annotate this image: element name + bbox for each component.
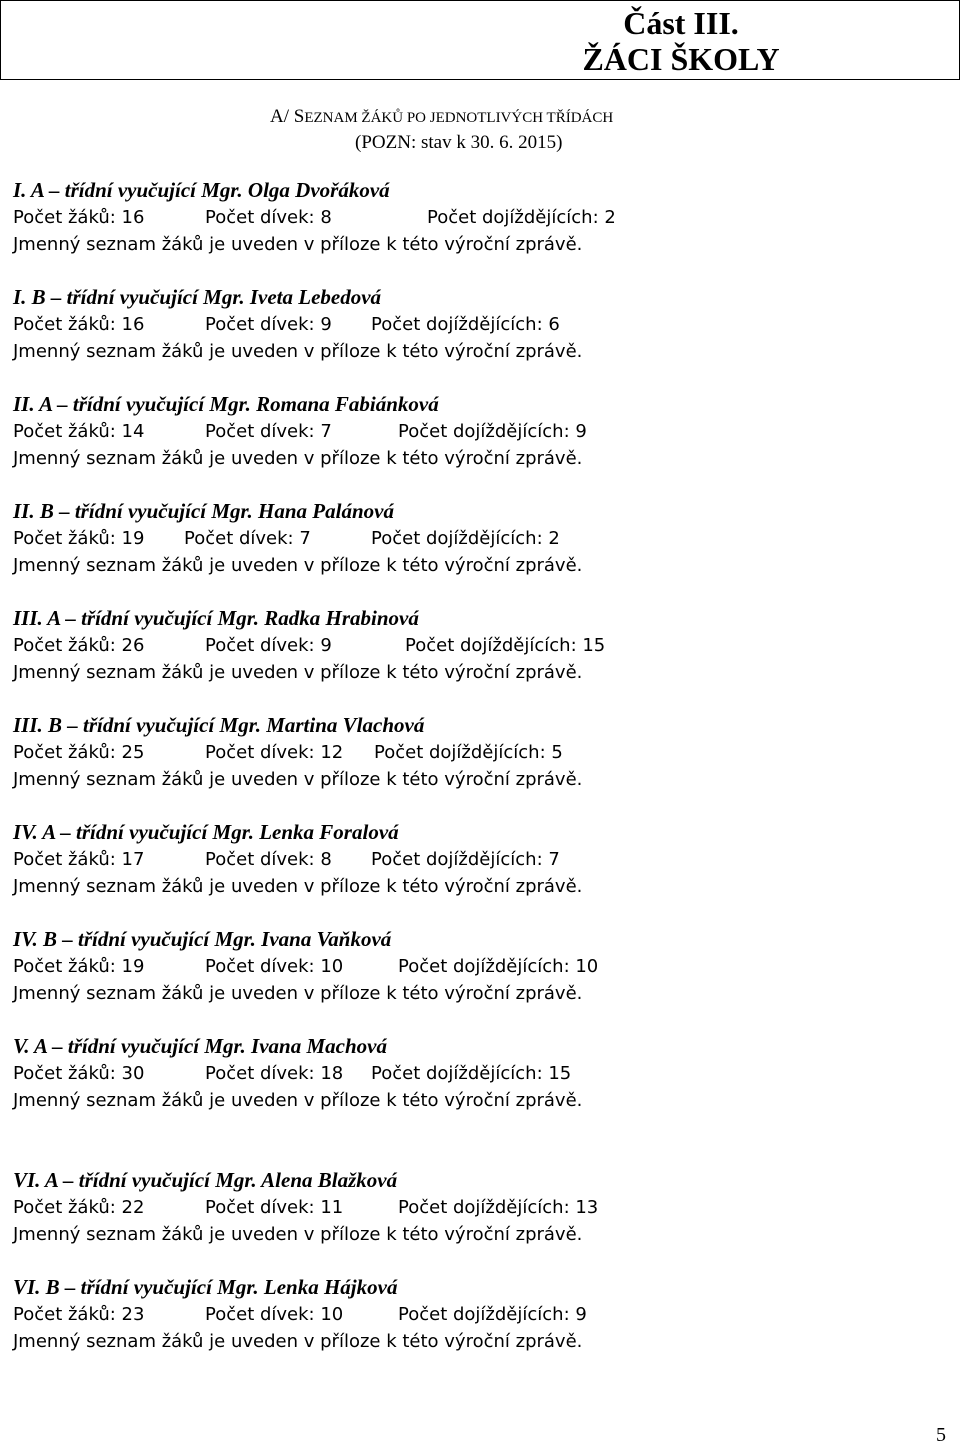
list-note: Jmenný seznam žáků je uveden v příloze k této výroční zprávě. [13,876,583,897]
student-count: Počet žáků: 16 [13,207,145,228]
commuter-count: Počet dojíždějících: 5 [374,742,563,763]
class-heading: II. A – třídní vyučující Mgr. Romana Fabiánková [13,392,439,416]
class-stats [13,311,933,338]
class-block [13,1274,933,1355]
class-stats [13,1060,933,1087]
commuter-count: Počet dojíždějících: 10 [398,956,599,977]
class-block [13,819,933,900]
class-stats [13,632,933,659]
girl-count: Počet dívek: 18 [205,1063,344,1084]
girl-count: Počet dívek: 10 [205,1304,344,1325]
girl-count: Počet dívek: 10 [205,956,344,977]
class-stats [13,1301,933,1328]
list-note: Jmenný seznam žáků je uveden v příloze k této výroční zprávě. [13,1224,583,1245]
girl-count: Počet dívek: 8 [205,207,332,228]
commuter-count: Počet dojíždějících: 7 [371,849,560,870]
girl-count: Počet dívek: 9 [205,635,332,656]
class-block [13,177,933,258]
class-stats [13,525,933,552]
commuter-count: Počet dojíždějících: 6 [371,314,560,335]
student-count: Počet žáků: 30 [13,1063,145,1084]
list-note: Jmenný seznam žáků je uveden v příloze k této výroční zprávě. [13,341,583,362]
student-count: Počet žáků: 14 [13,421,145,442]
list-note: Jmenný seznam žáků je uveden v příloze k této výroční zprávě. [13,1090,583,1111]
class-heading: VI. B – třídní vyučující Mgr. Lenka Hájková [13,1275,398,1299]
class-heading: IV. A – třídní vyučující Mgr. Lenka Foralová [13,820,399,844]
list-note: Jmenný seznam žáků je uveden v příloze k této výroční zprávě. [13,448,583,469]
class-heading: IV. B – třídní vyučující Mgr. Ivana Vaňková [13,927,392,951]
section-heading [0,105,960,130]
part-title: Část III. [623,5,739,41]
commuter-count: Počet dojíždějících: 2 [427,207,616,228]
student-count: Počet žáků: 26 [13,635,145,656]
class-block [13,926,933,1007]
page-title: ŽÁCI ŠKOLY [582,41,780,77]
girl-count: Počet dívek: 7 [184,528,311,549]
class-block [13,284,933,365]
class-block [13,605,933,686]
girl-count: Počet dívek: 9 [205,314,332,335]
class-heading: III. B – třídní vyučující Mgr. Martina Vlachová [13,713,425,737]
section-heading-rest: EZNAM ŽÁKŮ PO JEDNOTLIVÝCH TŘÍDÁCH [304,110,614,126]
girl-count: Počet dívek: 11 [205,1197,344,1218]
class-heading: I. B – třídní vyučující Mgr. Iveta Lebedová [13,285,382,309]
class-stats [13,204,933,231]
class-heading: III. A – třídní vyučující Mgr. Radka Hrabinová [13,606,419,630]
class-heading: VI. A – třídní vyučující Mgr. Alena Blažková [13,1168,398,1192]
class-stats [13,418,933,445]
class-block [13,498,933,579]
list-note: Jmenný seznam žáků je uveden v příloze k této výroční zprávě. [13,234,583,255]
title-box [0,0,960,80]
status-note: (POZN: stav k 30. 6. 2015) [355,132,563,153]
student-count: Počet žáků: 19 [13,956,145,977]
list-note: Jmenný seznam žáků je uveden v příloze k této výroční zprávě. [13,555,583,576]
class-heading: I. A – třídní vyučující Mgr. Olga Dvořáková [13,178,390,202]
class-block [13,1167,933,1248]
girl-count: Počet dívek: 8 [205,849,332,870]
student-count: Počet žáků: 25 [13,742,145,763]
section-heading-initial: A/ S [270,106,305,127]
list-note: Jmenný seznam žáků je uveden v příloze k této výroční zprávě. [13,983,583,1004]
list-note: Jmenný seznam žáků je uveden v příloze k této výroční zprávě. [13,662,583,683]
commuter-count: Počet dojíždějících: 13 [398,1197,599,1218]
list-note: Jmenný seznam žáků je uveden v příloze k této výroční zprávě. [13,1331,583,1352]
class-stats [13,739,933,766]
list-note: Jmenný seznam žáků je uveden v příloze k této výroční zprávě. [13,769,583,790]
girl-count: Počet dívek: 12 [205,742,344,763]
student-count: Počet žáků: 22 [13,1197,145,1218]
commuter-count: Počet dojíždějících: 9 [398,1304,587,1325]
page-number: 5 [936,1424,946,1446]
class-stats [13,953,933,980]
class-stats [13,1194,933,1221]
class-block [13,391,933,472]
commuter-count: Počet dojíždějících: 9 [398,421,587,442]
commuter-count: Počet dojíždějících: 2 [371,528,560,549]
student-count: Počet žáků: 23 [13,1304,145,1325]
student-count: Počet žáků: 19 [13,528,145,549]
commuter-count: Počet dojíždějících: 15 [371,1063,572,1084]
student-count: Počet žáků: 16 [13,314,145,335]
commuter-count: Počet dojíždějících: 15 [405,635,606,656]
class-stats [13,846,933,873]
class-heading: V. A – třídní vyučující Mgr. Ivana Machová [13,1034,387,1058]
class-block [13,712,933,793]
student-count: Počet žáků: 17 [13,849,145,870]
class-block [13,1033,933,1114]
class-heading: II. B – třídní vyučující Mgr. Hana Palánová [13,499,394,523]
girl-count: Počet dívek: 7 [205,421,332,442]
